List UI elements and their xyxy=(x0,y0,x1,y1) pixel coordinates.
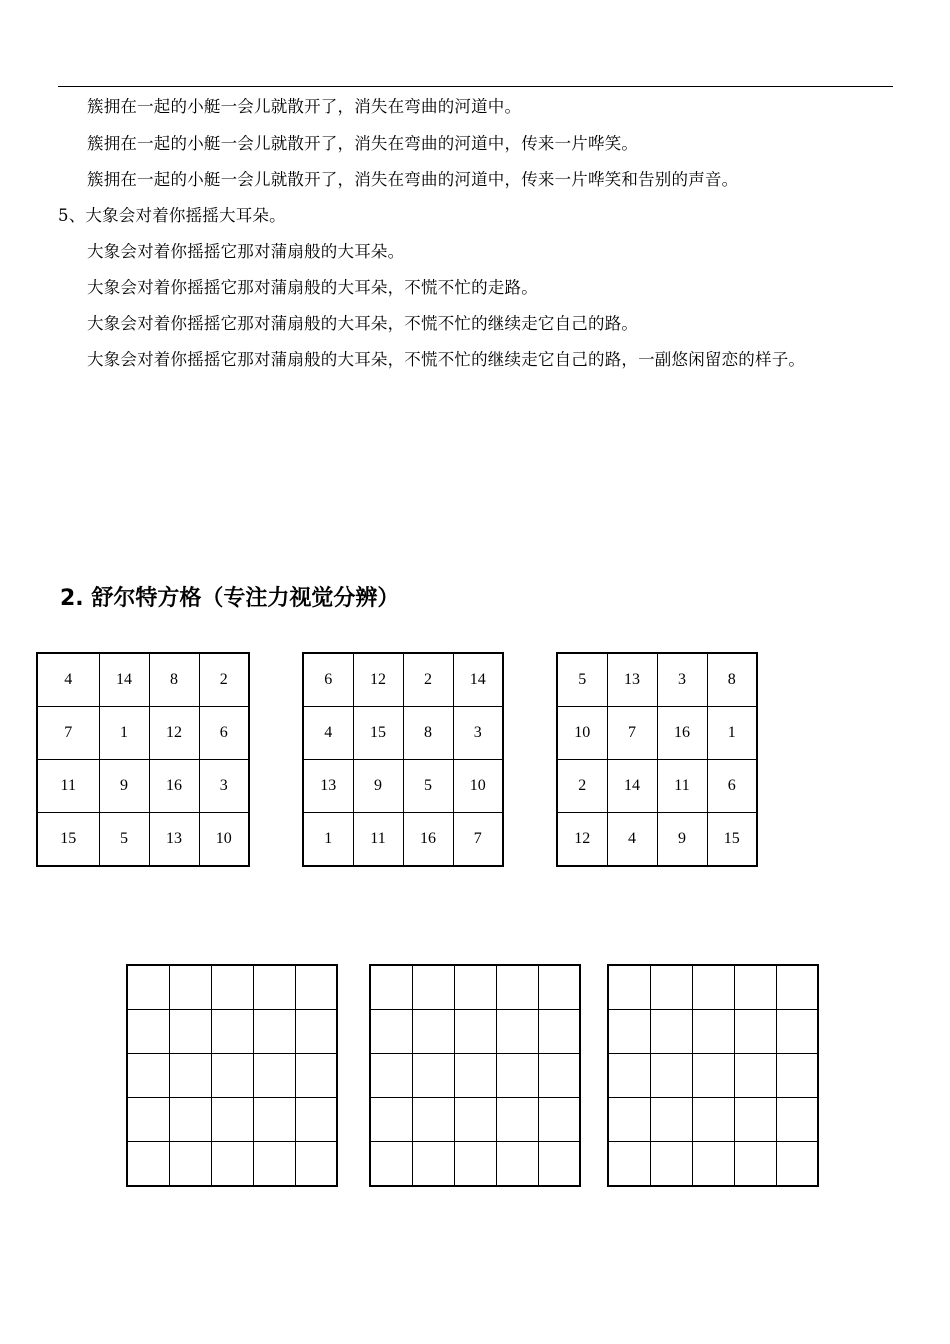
blank-cell[interactable] xyxy=(211,1054,253,1098)
grid-cell: 14 xyxy=(607,760,657,813)
blank-cell[interactable] xyxy=(496,1098,538,1142)
schulte-grid-2 xyxy=(302,652,504,867)
blank-cell[interactable] xyxy=(650,1054,692,1098)
blank-cell[interactable] xyxy=(734,1142,776,1187)
blank-cell[interactable] xyxy=(454,965,496,1010)
grid-cell: 4 xyxy=(303,707,353,760)
blank-cell[interactable] xyxy=(608,965,650,1010)
text-line-6: 大象会对着你摇摇它那对蒲扇般的大耳朵，不慌不忙的走路。 xyxy=(87,278,538,297)
blank-cell[interactable] xyxy=(169,965,211,1010)
blank-cell[interactable] xyxy=(370,1142,412,1187)
blank-cell[interactable] xyxy=(776,1054,818,1098)
text-line-7: 大象会对着你摇摇它那对蒲扇般的大耳朵，不慌不忙的继续走它自己的路。 xyxy=(87,314,639,333)
grid-cell: 10 xyxy=(557,707,607,760)
blank-cell[interactable] xyxy=(211,1142,253,1187)
grid-cell: 12 xyxy=(557,813,607,867)
blank-cell[interactable] xyxy=(538,1010,580,1054)
blank-cell[interactable] xyxy=(295,965,337,1010)
grid-cell: 3 xyxy=(453,707,503,760)
grid-cell: 11 xyxy=(353,813,403,867)
blank-cell[interactable] xyxy=(776,1010,818,1054)
blank-cell[interactable] xyxy=(692,1010,734,1054)
grid-cell: 3 xyxy=(199,760,249,813)
header-rule xyxy=(58,86,893,87)
blank-cell[interactable] xyxy=(295,1010,337,1054)
blank-cell[interactable] xyxy=(734,965,776,1010)
text-line-1: 簇拥在一起的小艇一会儿就散开了，消失在弯曲的河道中。 xyxy=(87,97,522,116)
blank-cell[interactable] xyxy=(412,1098,454,1142)
blank-cell[interactable] xyxy=(608,1142,650,1187)
blank-grid-2 xyxy=(369,964,581,1187)
grid-cell: 4 xyxy=(607,813,657,867)
grid-cell: 13 xyxy=(607,653,657,707)
grid-cell: 5 xyxy=(403,760,453,813)
blank-grid-1 xyxy=(126,964,338,1187)
grid-cell: 5 xyxy=(557,653,607,707)
text-line-4: 5、大象会对着你摇摇大耳朵。 xyxy=(58,206,286,225)
blank-cell[interactable] xyxy=(412,1010,454,1054)
blank-cell[interactable] xyxy=(169,1054,211,1098)
blank-cell[interactable] xyxy=(253,965,295,1010)
blank-cell[interactable] xyxy=(127,1054,169,1098)
grid-cell: 16 xyxy=(149,760,199,813)
grid-cell: 2 xyxy=(557,760,607,813)
blank-cell[interactable] xyxy=(692,1098,734,1142)
blank-cell[interactable] xyxy=(734,1098,776,1142)
blank-cell[interactable] xyxy=(127,1010,169,1054)
blank-cell[interactable] xyxy=(496,1054,538,1098)
blank-cell[interactable] xyxy=(127,965,169,1010)
grid-cell: 2 xyxy=(403,653,453,707)
grid-cell: 5 xyxy=(99,813,149,867)
blank-cell[interactable] xyxy=(496,965,538,1010)
blank-cell[interactable] xyxy=(608,1010,650,1054)
grid-cell: 14 xyxy=(99,653,149,707)
blank-grid-3 xyxy=(607,964,819,1187)
grid-cell: 14 xyxy=(453,653,503,707)
blank-cell[interactable] xyxy=(253,1010,295,1054)
blank-cell[interactable] xyxy=(211,1098,253,1142)
blank-cell[interactable] xyxy=(650,1010,692,1054)
blank-cell[interactable] xyxy=(211,1010,253,1054)
text-line-8: 大象会对着你摇摇它那对蒲扇般的大耳朵，不慌不忙的继续走它自己的路，一副悠闲留恋的样子。 xyxy=(87,350,806,369)
blank-cell[interactable] xyxy=(295,1142,337,1187)
grid-cell: 12 xyxy=(149,707,199,760)
blank-cell[interactable] xyxy=(538,1142,580,1187)
blank-cell[interactable] xyxy=(734,1010,776,1054)
grid-cell: 1 xyxy=(303,813,353,867)
blank-cell[interactable] xyxy=(253,1054,295,1098)
blank-cell[interactable] xyxy=(253,1098,295,1142)
text-line-3: 簇拥在一起的小艇一会儿就散开了，消失在弯曲的河道中，传来一片哗笑和告别的声音。 xyxy=(87,170,739,189)
grid-cell: 7 xyxy=(453,813,503,867)
grid-cell: 16 xyxy=(403,813,453,867)
grid-cell: 10 xyxy=(453,760,503,813)
blank-cell[interactable] xyxy=(454,1054,496,1098)
grid-cell: 4 xyxy=(37,653,99,707)
grid-cell: 9 xyxy=(657,813,707,867)
grid-cell: 7 xyxy=(607,707,657,760)
blank-cell[interactable] xyxy=(169,1142,211,1187)
grid-cell: 6 xyxy=(707,760,757,813)
blank-cell[interactable] xyxy=(496,1010,538,1054)
grid-cell: 6 xyxy=(303,653,353,707)
grid-cell: 12 xyxy=(353,653,403,707)
blank-cell[interactable] xyxy=(692,1054,734,1098)
blank-cell[interactable] xyxy=(538,1098,580,1142)
blank-cell[interactable] xyxy=(370,1098,412,1142)
grid-cell: 6 xyxy=(199,707,249,760)
blank-cell[interactable] xyxy=(370,1054,412,1098)
blank-cell[interactable] xyxy=(211,965,253,1010)
blank-cell[interactable] xyxy=(650,1142,692,1187)
grid-cell: 15 xyxy=(37,813,99,867)
grid-cell: 8 xyxy=(149,653,199,707)
blank-cell[interactable] xyxy=(253,1142,295,1187)
grid-cell: 13 xyxy=(149,813,199,867)
blank-cell[interactable] xyxy=(496,1142,538,1187)
blank-cell[interactable] xyxy=(538,965,580,1010)
blank-cell[interactable] xyxy=(734,1054,776,1098)
blank-cell[interactable] xyxy=(454,1010,496,1054)
grid-cell: 1 xyxy=(707,707,757,760)
grid-cell: 8 xyxy=(707,653,757,707)
text-line-2: 簇拥在一起的小艇一会儿就散开了，消失在弯曲的河道中，传来一片哗笑。 xyxy=(87,134,639,153)
grid-cell: 3 xyxy=(657,653,707,707)
grid-cell: 2 xyxy=(199,653,249,707)
blank-cell[interactable] xyxy=(538,1054,580,1098)
blank-cell[interactable] xyxy=(650,1098,692,1142)
grid-cell: 11 xyxy=(37,760,99,813)
blank-cell[interactable] xyxy=(776,1098,818,1142)
blank-cell[interactable] xyxy=(370,1010,412,1054)
grid-cell: 10 xyxy=(199,813,249,867)
grid-cell: 11 xyxy=(657,760,707,813)
grid-cell: 9 xyxy=(99,760,149,813)
blank-cell[interactable] xyxy=(692,965,734,1010)
grid-cell: 7 xyxy=(37,707,99,760)
grid-cell: 15 xyxy=(353,707,403,760)
blank-cell[interactable] xyxy=(370,965,412,1010)
grid-cell: 15 xyxy=(707,813,757,867)
blank-cell[interactable] xyxy=(412,965,454,1010)
grid-cell: 1 xyxy=(99,707,149,760)
blank-cell[interactable] xyxy=(650,965,692,1010)
blank-cell[interactable] xyxy=(608,1098,650,1142)
blank-cell[interactable] xyxy=(169,1098,211,1142)
blank-cell[interactable] xyxy=(776,1142,818,1187)
blank-cell[interactable] xyxy=(776,965,818,1010)
grid-cell: 13 xyxy=(303,760,353,813)
blank-cell[interactable] xyxy=(127,1098,169,1142)
grid-cell: 8 xyxy=(403,707,453,760)
blank-cell[interactable] xyxy=(295,1098,337,1142)
blank-cell[interactable] xyxy=(454,1098,496,1142)
blank-cell[interactable] xyxy=(127,1142,169,1187)
blank-cell[interactable] xyxy=(412,1054,454,1098)
grid-cell: 16 xyxy=(657,707,707,760)
blank-cell[interactable] xyxy=(169,1010,211,1054)
blank-cell[interactable] xyxy=(692,1142,734,1187)
grid-cell: 9 xyxy=(353,760,403,813)
blank-cell[interactable] xyxy=(295,1054,337,1098)
schulte-grid-3 xyxy=(556,652,758,867)
blank-cell[interactable] xyxy=(454,1142,496,1187)
section-title: 2. 舒尔特方格（专注力视觉分辨） xyxy=(60,586,400,611)
schulte-grid-1 xyxy=(36,652,250,867)
blank-cell[interactable] xyxy=(608,1054,650,1098)
text-line-5: 大象会对着你摇摇它那对蒲扇般的大耳朵。 xyxy=(87,242,405,261)
blank-cell[interactable] xyxy=(412,1142,454,1187)
